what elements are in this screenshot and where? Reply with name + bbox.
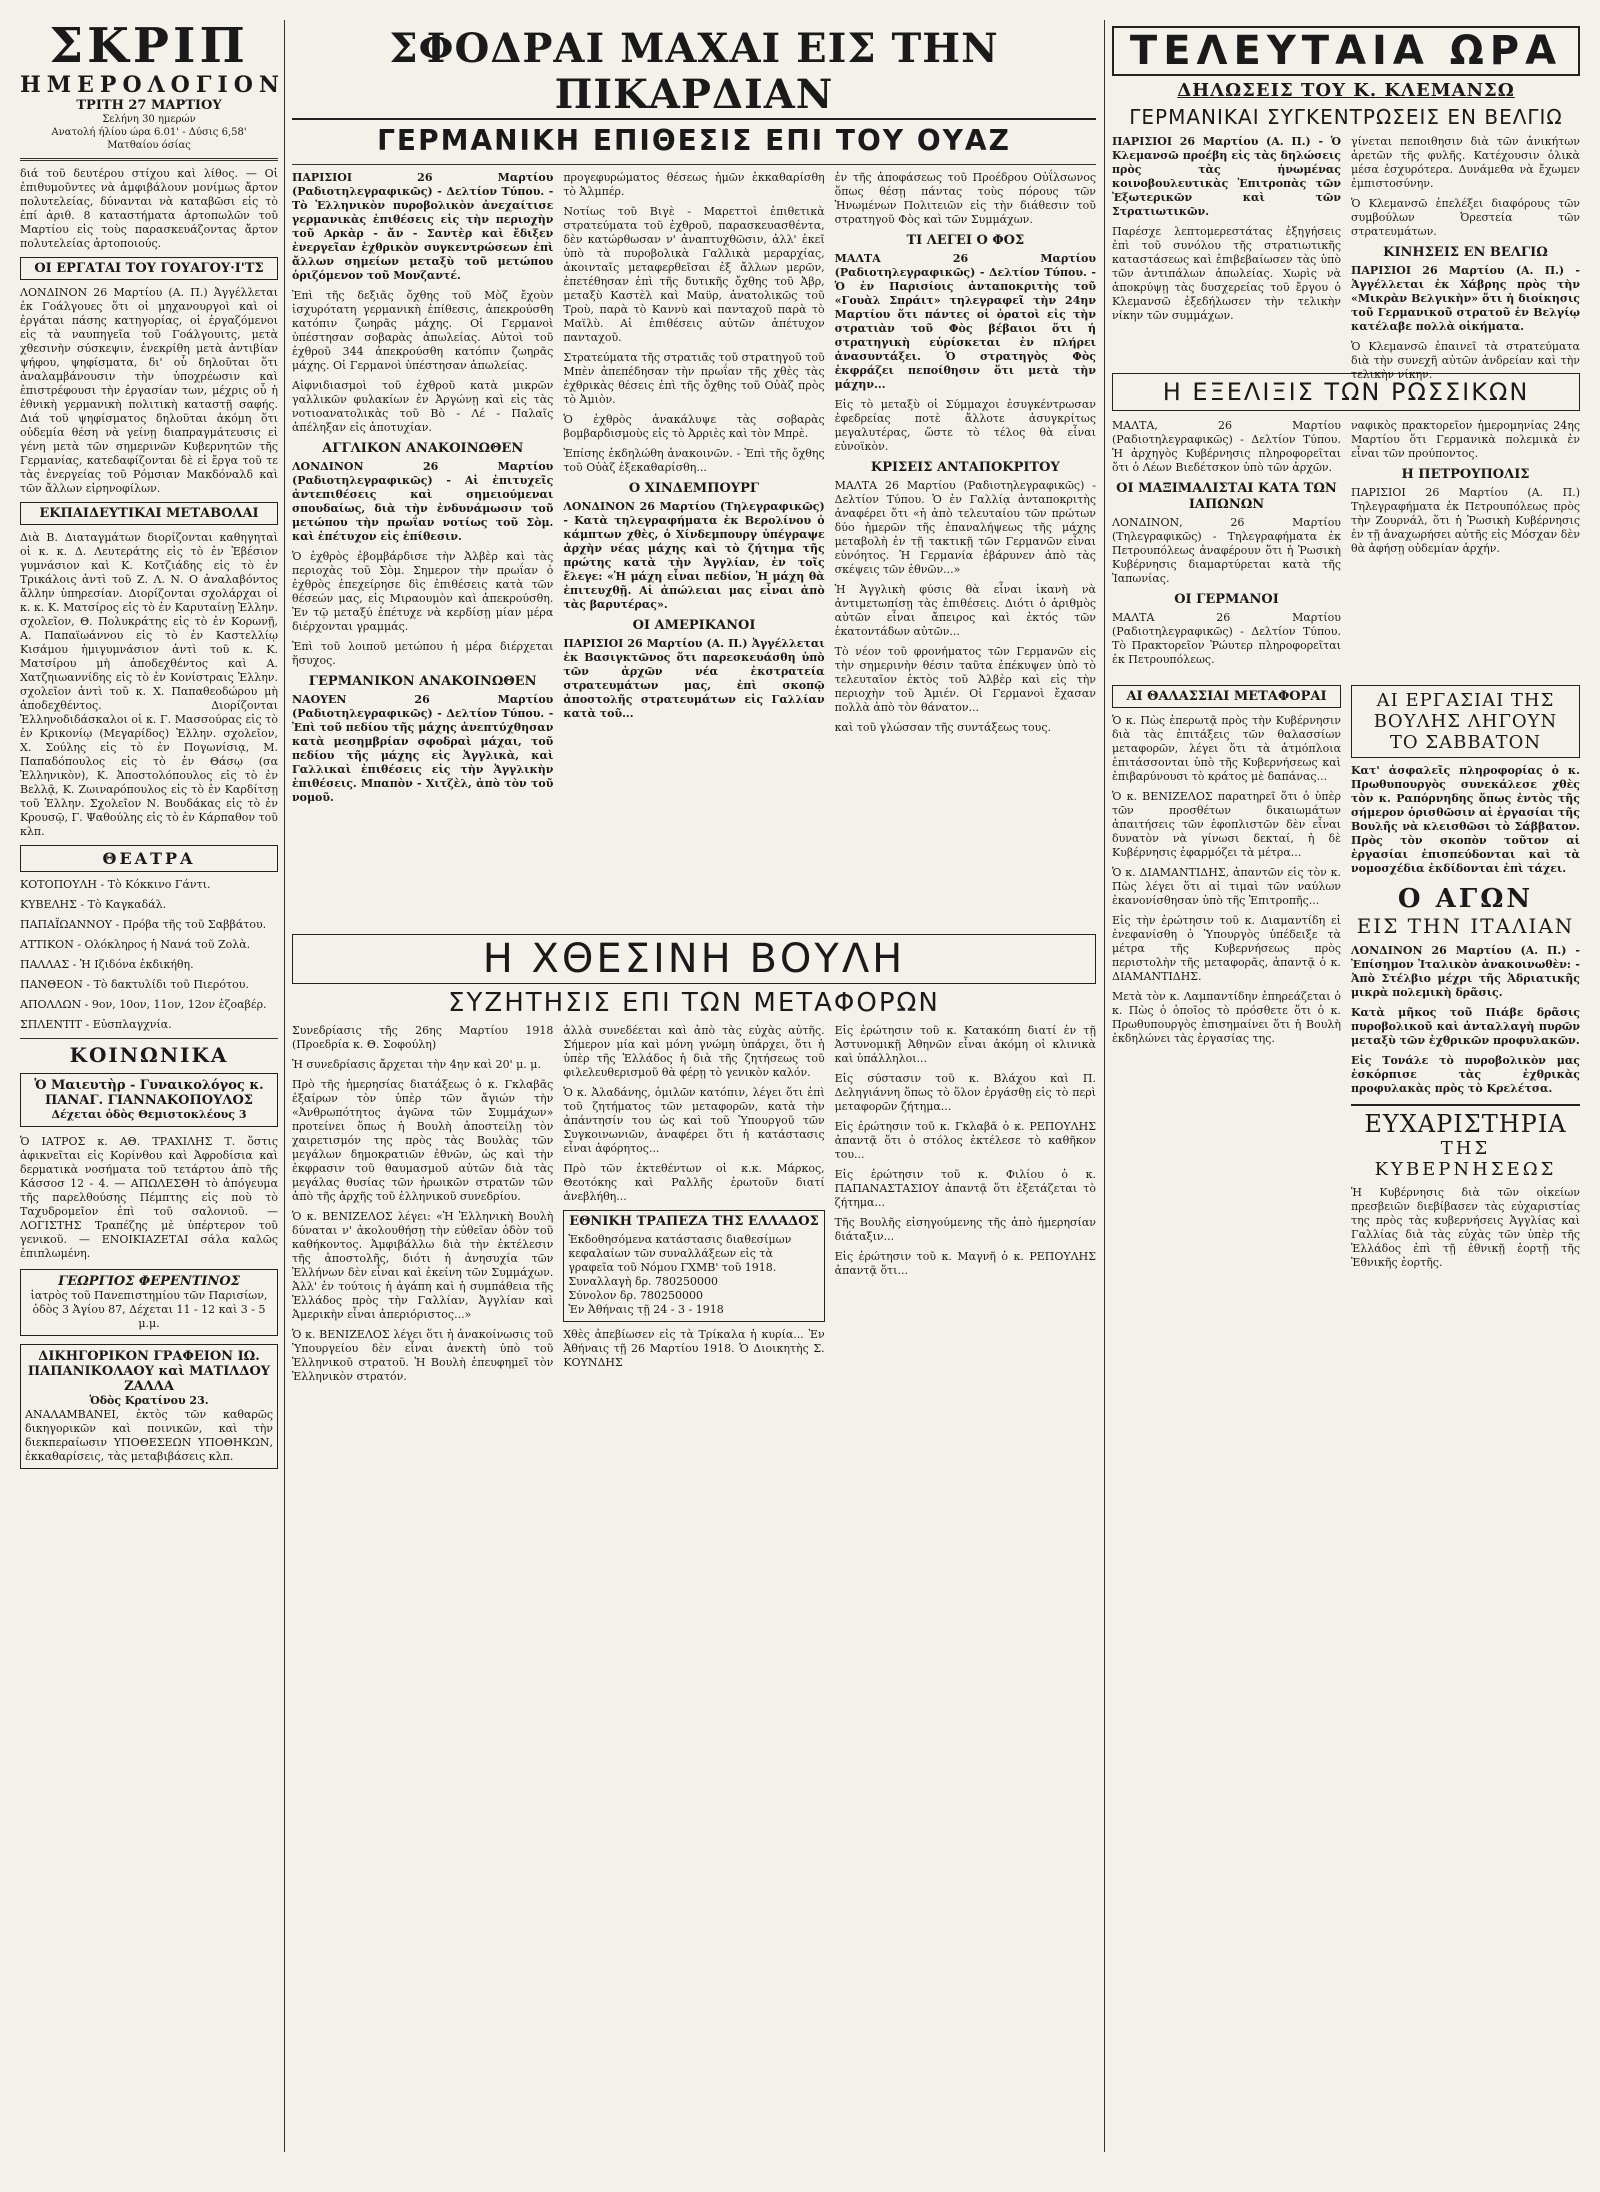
lead-paragraph: προγεφυρώματος θέσεως ἡμῶν ἐκκαθαρίσθη τὸ Ἁλμπέρ. [563, 171, 825, 198]
lower-right-column-a [1112, 679, 1341, 1969]
doctor-details: ἰατρὸς τοῦ Πανεπιστημίου τῶν Παρισίων, ὁδὸς 3 Ἀγίου 87, Δέχεται 11 - 12 καὶ 3 - 5 μ.μ. [30, 1289, 268, 1330]
moon-phase: Σελήνη 30 ημερών [102, 114, 196, 125]
parliament-paragraph: Εἰς σύστασιν τοῦ κ. Βλάχου καὶ Π. Δεληγιάννη ὅπως τὸ ὅλον ἐργάσθῃ εἰς τὸ περὶ μεταφορῶν ζήτημα... [834, 1072, 1096, 1113]
lead-column-b [563, 171, 824, 926]
latest-hour-headline: ΤΕΛΕΥΤΑΙΑ ΩΡΑ [1112, 26, 1580, 76]
latest-column-a [1112, 135, 1341, 365]
law-office-title: ΔΙΚΗΓΟΡΙΚΟΝ ΓΡΑΦΕΙΟΝ ΙΩ. ΠΑΠΑΝΙΚΟΛΑΟΥ καὶ ΜΑΤΙΛΔΟΥ ΖΑΛΛΑ [27, 1349, 271, 1394]
lead-paragraph: ἐν τῆς ἀποφάσεως τοῦ Προέδρου Οὐΐλσωνος ὅπως θέσῃ πάντας τοὺς πόρους τῶν Ἡνωμένων Πολιτειῶν εἰς τὴν διάθεσιν τοῦ στρατηγοῦ Φὸς καὶ τῶν Συμμάχων. [834, 171, 1096, 226]
thanks-paragraph: Μετὰ τὸν κ. Λαμπαντίδην ἐπηρεάζεται ὁ κ. Πὼς ὁ ὁποῖος τὸ πρόσθετε ὅτι ὁ κ. Πρωθυπουργὸς ἐπισημαίνει ὅτι ἡ Βουλὴ ἐκδηλώνει τὰς ἐργασίας της. [1112, 990, 1341, 1045]
russian-paragraph: ΜΑΛΤΑ, 26 Μαρτίου (Ραδιοτηλεγραφικῶς) - Δελτίον Τύπου. Ἡ ἀρχηγὸς Κυβέρνησις πληροφορεῖται ὅτι ὁ Λέων Βιεδέτσκον ὑπὸ τῶν ἀρχῶν. [1112, 419, 1341, 474]
british-communique-heading: ΑΓΓΛΙΚΟΝ ΑΝΑΚΟΙΝΩΘΕΝ [322, 441, 524, 456]
lead-paragraph: Νοτίως τοῦ Βιγὲ - Μαρεττοὶ ἐπιθετικὰ στρατεύματα τοῦ ἐχθροῦ, παρασκευασθέντα, δὲν κατώρθωσαν ν' ἀναπτυχθῶσιν, ἀλλ' ἐκεῖ ὑπὸ τὰ πυροβολικὰ Γαλλικὰ μεραρχίας, ἀκοινταῖς μεταφερθεῖσαι ἐξ ἄλλων μερῶν, ἐπετέθησαν ἐπὶ τῆς δυτικῆς ὄχθης τοῦ Ἀβρ, μεταξὺ Καστὲλ καὶ Μαϋρ, ἀνατολικῶς τοῦ Τροὺ, παρὰ τὸ Καννὺ καὶ πανταχοῦ παρὰ τὸ Μαϊλὺ. Αἱ ἐπιθέσεις αὐτῶν ἀπέτυχον πανταχοῦ. [563, 205, 825, 344]
theatre-item: ΑΠΟΛΛΩΝ - 9ον, 10ον, 11ον, 12ον ἐζοαβέρ. [20, 998, 267, 1011]
lead-column-c [835, 171, 1096, 926]
petrograd-heading: Η ΠΕΤΡΟΥΠΟΛΙΣ [1401, 467, 1530, 482]
theatre-heading: ΘΕΑΤΡΑ [20, 845, 278, 872]
americans-heading: ΟΙ ΑΜΕΡΙΚΑΝΟΙ [632, 618, 756, 633]
law-office-address: Ὁδὸς Κρατίνου 23. [89, 1394, 209, 1407]
latest-paragraph: Ὁ Κλεμανσῶ ἐπαινεῖ τὰ στρατεύματα διὰ τὴν συνεχῆ αὐτῶν ἀνδρείαν καὶ τὴν τελικὴν νίκην. [1351, 340, 1580, 381]
thanks-paragraph: Ἡ Κυβέρνησις διὰ τῶν οἰκείων πρεσβειῶν διεβίβασεν τὰς εὐχαριστίας της πρὸς τὰς κυβερνήσεις Ἀγγλίας καὶ Γαλλίας διὰ τὰς εὐχὰς τῶν ὑπὲρ τῆς Ἑλλάδος ἐπὶ τῇ ἐθνικῇ ἑορτῇ τῆς Ἐθνικῆς ἑορτῆς. [1351, 1186, 1580, 1269]
divider [20, 1038, 278, 1039]
doctor-ad [20, 1269, 278, 1336]
lead-section [292, 20, 1096, 2152]
workers-heading: ΟΙ ΕΡΓΑΤΑΙ ΤΟΥ ΓΟΥΑΓΟΥ·Ι'ΤΣ [20, 257, 278, 280]
parliament-subheadline: ΣΥΖΗΤΗΣΙΣ ΕΠΙ ΤΩΝ ΜΕΤΑΦΟΡΩΝ [448, 988, 940, 1018]
social-heading: ΚΟΙΝΩΝΙΚΑ [69, 1043, 229, 1067]
bank-text: Ἐκδοθησόμενα κατάστασις διαθεσίμων κεφαλαίων τῶν συναλλάξεων εἰς τὰ γραφεῖα τοῦ Νόμου ΓΧΜΒ' τοῦ 1918. [568, 1233, 792, 1274]
lead-paragraph: Στρατεύματα τῆς στρατιᾶς τοῦ στρατηγοῦ τοῦ Μπὲν ἀπεπέδησαν τὴν πρωΐαν τῆς χθὲς τὰς ἐχθρικὰς θέσεις ἐπὶ τῆς ὄχθης τοῦ Οὐὰζ πρὸς τὸ Ἀμιὸν. [563, 351, 825, 406]
lead-paragraph: ΠΑΡΙΣΙΟΙ 26 Μαρτίου (Α. Π.) Ἀγγέλλεται ἐκ Βασιγκτῶνος ὅτι παρεσκευάσθη ὑπὸ τῶν ἀρχῶν νέα ἐκστρατεία στρατευμάτων μας, ἐπὶ σκοπῷ ἀποστολῆς στρατευμάτων εἰς Γαλλίαν κατὰ τοῦ... [563, 637, 825, 720]
calendar-title: ΗΜΕΡΟΛΟΓΙΟΝ [20, 72, 286, 98]
left-column [20, 18, 286, 2152]
sea-transport-paragraph: Ὁ κ. ΒΕΝΙΖΕΛΟΣ παρατηρεῖ ὅτι ὁ ὑπὲρ τῶν προσθέτων δικαιωμάτων ἀπαιτήσεις τῶν ἐφοπλιστῶν δὲν εἶναι δυνατὸν νὰ γίνωσι δεκταί, ἡ δὲ Κυβέρνησις ἐφαρμόζει τὰ μέτρα... [1112, 790, 1341, 859]
lead-subheadline: ΓΕΡΜΑΝΙΚΗ ΕΠΙΘΕΣΙΣ ΕΠΙ ΤΟΥ ΟΥΑΖ [292, 118, 1096, 158]
bank-line: Συναλλαγὴ δρ. 780250000 [568, 1275, 719, 1288]
clemenceau-subheadline: ΔΗΛΩΣΕΙΣ ΤΟΥ Κ. ΚΛΕΜΑΝΣΩ [1177, 80, 1515, 101]
lead-paragraph: Ἡ Ἀγγλικὴ φύσις θὰ εἶναι ἱκανὴ νὰ ἀντιμετωπίσῃ τὰς ἐπιθέσεις. Διότι ὁ ἀριθμὸς αὐτῶν εἶναι ἄπειρος καὶ ἐκτός τῶν ἑκατοντάδων αὐτῶν... [834, 583, 1096, 638]
bank-title: ΕΘΝΙΚΗ ΤΡΑΠΕΖΑ ΤΗΣ ΕΛΛΑΔΟΣ [569, 1214, 819, 1229]
german-communique-heading: ΓΕΡΜΑΝΙΚΟΝ ΑΝΑΚΟΙΝΩΘΕΝ [308, 674, 537, 689]
struggle-paragraph: Εἰς Τονάλε τὸ πυροβολικὸν μας ἐσκόρπισε τὰς ἐχθρικὰς προφυλακὰς πρὸς τὸ Κρελέτσα. [1351, 1054, 1580, 1095]
parliament-paragraph: Πρὸ τῶν ἐκτεθέντων οἱ κ.κ. Μάρκος, Θεοτόκης καὶ Ραλλῆς ἐρωτοῦν διατί ἀνεβλήθη... [563, 1162, 825, 1203]
bank-line: Ἐν Ἀθήναις τῇ 24 - 3 - 1918 [568, 1303, 724, 1316]
parliament-closing-heading: ΑΙ ΕΡΓΑΣΙΑΙ ΤΗΣ ΒΟΥΛΗΣ ΛΗΓΟΥΝ ΤΟ ΣΑΒΒΑΤΟΝ [1351, 685, 1580, 758]
sea-transport-paragraph: Ὁ κ. Πὼς ἐπερωτᾷ πρὸς τὴν Κυβέρνησιν διὰ τὰς ἐπιτάξεις τῶν θαλασσίων μεταφορῶν, λέγει ὅτι τὰ ἀτμόπλοια ἐπιτάσσονται ὑπὸ τῆς Κυβερνήσεως καὶ ἐπιβαρύνουσι τὸ κράτος μὲ δαπάνας... [1112, 714, 1341, 783]
theatre-item: ΣΠΛΕΝΤΙΤ - Εὐσπλαγχνία. [20, 1018, 172, 1031]
theatre-list [20, 878, 278, 1032]
parliament-paragraph: Εἰς ἐρώτησιν τοῦ κ. Φιλίου ὁ κ. ΠΑΠΑΝΑΣΤΑΣΙΟΥ ἀπαντᾷ ὅτι ἐξετάζεται τὸ ζήτημα... [834, 1168, 1096, 1209]
lead-column-a [292, 171, 553, 926]
lead-paragraph: καὶ τοῦ γλώσσαν τῆς συντάξεως τους. [834, 721, 1051, 734]
parliament-paragraph: Εἰς ἐρώτησιν τοῦ κ. Μαγνῆ ὁ κ. ΡΕΠΟΥΛΗΣ ἀπαντᾷ ὅτι... [834, 1250, 1096, 1277]
parliament-paragraph: Ἡ συνεδρίασις ἄρχεται τὴν 4ην καὶ 20' μ. μ. [292, 1058, 541, 1071]
struggle-paragraph: ΛΟΝΔΙΝΟΝ 26 Μαρτίου (Α. Π.) - Ἐπίσημον Ἰταλικὸν ἀνακοινωθὲν: - Ἀπὸ Στέλβιο μέχρι τῆς Ἀδριατικῆς μικρὰ πολεμικὴ δρᾶσις. [1351, 944, 1580, 999]
theatre-item: ΠΑΝΘΕΟΝ - Τὸ δακτυλίδι τοῦ Πιερότου. [20, 978, 249, 991]
struggle-paragraph: Κατὰ μῆκος τοῦ Πιάβε δρᾶσις πυροβολικοῦ καὶ ἀνταλλαγὴ πυρῶν μεταξὺ τῶν ἐχθρικῶν προφυλακῶν. [1351, 1006, 1580, 1047]
thanks-subheadline: ΤΗΣ ΚΥΒΕΡΝΗΣΕΩΣ [1374, 1138, 1557, 1180]
parliament-closing-text: Κατ' ἀσφαλεῖς πληροφορίας ὁ κ. Πρωθυπουργὸς συνεκάλεσε χθὲς τὸν κ. Ραπόρνηδης ὅπως ἐντὸς τῆς σήμερον ὁρισθῶσιν αἱ ἐργασίαι τῆς Βουλῆς νὰ κλεισθῶσι τὸ Σάββατον. Πρὸς τὸν σκοπὸν τοῦτον αἱ ἐργασίαι ἐπισπεύδονται καὶ τὰ νομοσχέδια ἐκδίδονται ἐπὶ τάχει. [1351, 764, 1580, 875]
divider [20, 158, 278, 161]
parliament-headline: Η ΧΘΕΣΙΝΗ ΒΟΥΛΗ [292, 934, 1096, 984]
lead-columns [292, 171, 1096, 926]
belgium-subheadline: ΓΕΡΜΑΝΙΚΑΙ ΣΥΓΚΕΝΤΡΩΣΕΙΣ ΕΝ ΒΕΛΓΙΩ [1129, 105, 1563, 129]
lead-paragraph: Ἐπὶ τοῦ λοιποῦ μετώπου ἡ μέρα διέρχεται ἥσυχος. [292, 640, 554, 667]
gynecologist-ad [20, 1073, 278, 1127]
parliament-column-b [563, 1024, 824, 2184]
thanks-paragraph: Εἰς τὴν ἐρώτησιν τοῦ κ. Διαμαντίδη εἰ ἐνεφανίσθη ὁ Ὑπουργὸς ὑπέδειξε τὰ μέτρα τῆς Κυβερνήσεως πρὸς περιστολὴν τῆς μεταφορᾶς, ἀπαντᾷ ὁ κ. ΔΙΑΜΑΝΤΙΔΗΣ. [1112, 914, 1341, 983]
struggle-headline: Ο ΑΓΩΝ [1397, 884, 1534, 914]
national-bank-notice [563, 1210, 824, 1322]
social-notices: Ὁ ΙΑΤΡΟΣ κ. ΑΘ. ΤΡΑΧΙΛΗΣ Τ. ὅστις ἀφικνεῖται εἰς Κορίνθου καὶ Ἀφροδίσια καὶ δερματικὰ νοσήματα τοῦ τετάρτου ἀπὸ τῆς Κάσσοσ 12 - 4. — ΑΠΩΛΕΣΘΗ τὸ ἀπόγευμα τῆς παρελθούσης Πέμπτης εἰς ποὺ τὸ Ταχυδρομεῖον ἐπὶ τοῦ σαλονιοῦ. — ΛΟΓΙΣΤΗΣ Τραπέζης μὲ ὑπέρτερον τοῦ γενικοῦ. — ΕΝΟΙΚΙΑΖΕΤΑΙ σάλα καλῶς ἐπιπλωμένη. [20, 1135, 278, 1260]
law-office-text: ΑΝΑΛΑΜΒΑΝΕΙ, ἐκτὸς τῶν καθαρῶς δικηγορικῶν καὶ ποινικῶν, καὶ τὴν διεκπεραίωσιν ΥΠΟΘΕΣΕΩΝ ΥΠΟΘΗΚΩΝ, ἐκκαθαρίσεις, τὰς μεταβιβάσεις κλπ. [25, 1408, 273, 1463]
education-heading: ΕΚΠΑΙΔΕΥΤΙΚΑΙ ΜΕΤΑΒΟΛΑΙ [20, 502, 278, 525]
intro-notice: διά τοῦ δευτέρου στίχου καὶ λίθος. — Οἱ ἐπιθυμοῦντες νὰ ἀμφιβάλουν μονίμως ἄρτον πολυτελείας, δύνανται νὰ καταβῶσι εἰς τὸ ἐπί ἀριθ. 8 καταστήματα ἀρτοπωλῶν τοῦ Μαρτίου εἰς τοὺς παρασκευάζοντας ἄρτον πολυτελείας ἀρτοποιούς. [20, 167, 278, 250]
germans-heading: ΟΙ ΓΕΡΜΑΝΟΙ [1174, 592, 1279, 607]
lead-paragraph: Εἰς τὸ μεταξὺ οἱ Σύμμαχοι ἐσυγκέντρωσαν ἐφεδρείας ποτὲ ἄλλοτε ἀσυγκρίτως μεγαλυτέρας, ὥστε τὸ τέλος θὰ εἶναι εὐνοϊκὸν. [834, 398, 1096, 453]
parliament-column-c [835, 1024, 1096, 2184]
belgium-movements-heading: ΚΙΝΗΣΕΙΣ ΕΝ ΒΕΛΓΙΩ [1383, 245, 1548, 260]
parliament-paragraph: Πρὸ τῆς ἡμερησίας διατάξεως ὁ κ. Γκλαβᾶς ἐξαίρων τὸν ὑπὲρ τῶν ἄγιών τὴν «Ἀνθρωπότητος ἀγῶνα τῶν Συμμάχων» προτείνει ὅπως ἡ Βουλὴ ἀποστείλῃ τὸν χαιρετισμόν της πρὸς τὰς Βουλὰς τῶν μεγάλων δημοκρατιῶν ἐθνῶν, ὡς καὶ τὴν ἐκφρασιν τοῦ θαυμασμοῦ αὐτῶν διὰ τὰς μεγάλας θυσίας τῶν ἡρωικῶν στρατῶν τῶν ἀπὸ τῆς ἀρχῆς τοῦ ἑλληνικοῦ συνεδρίου. [292, 1078, 554, 1203]
theatre-item: ΚΥΒΕΛΗΣ - Τὸ Καγκαδάλ. [20, 898, 167, 911]
lead-paragraph: Αἰφνιδιασμοὶ τοῦ ἐχθροῦ κατὰ μικρῶν γαλλικῶν φυλακίων ἐν Ἀργώνῃ καὶ εἰς τὰς νοτιοανατολικὰς τοῦ Βὸ - Λέ - Παλαῖς ἀπέληξαν εἰς ἀποτυχίαν. [292, 379, 554, 434]
parliament-paragraph: Εἰς ἐρώτησιν τοῦ κ. Γκλαβᾶ ὁ κ. ΡΕΠΟΥΛΗΣ ἀπαντᾷ ὅτι ὁ στόλος ἐκτέλεσε τὸ καθῆκον του... [834, 1120, 1096, 1161]
lead-paragraph: Ἐπίσης ἐκδηλώθη ἀνακοινῶν. - Ἐπὶ τῆς ὄχθης τοῦ Οὐὰζ ἐξεκαθαρίσθη... [563, 447, 825, 474]
lead-paragraph: ΝΑΟΥΕΝ 26 Μαρτίου (Ραδιοτηλεγραφικῶς) - Δελτίον Τύπου. - Ἐπὶ τοῦ πεδίου τῆς μάχης ἀνεπτύχθησαν κατὰ μεσημβρίαν σφοδραὶ μάχαι, τοῦ πεδίου τῆς μάχης εἰς Ἀγγλικὰ, καὶ Γαλλικαὶ ἐπιθέσεις εἰς τὴν Ἀγγλικὴν ἐπιθέσεις. Μπαπὸν - Χιτζὲλ, ἀπὸ τὸν τοῦ νομοῦ. [292, 693, 554, 804]
parliament-columns [292, 1024, 1096, 2184]
latest-hour-columns [1112, 135, 1580, 381]
lead-paragraph: ΜΑΛΤΑ 26 Μαρτίου (Ραδιοτηλεγραφικῶς) - Δελτίον Τύπου. - Ὁ ἐν Παρισίοις ἀνταποκριτὴς τοῦ «Γουὰλ Σπράιτ» τηλεγραφεῖ τὴν 24ην Μαρτίου ὅτι πάντες οἱ ὀρατοὶ εἰς τὴν στρατιὰν τοῦ Φὸς βέβαιοι ὅτι ἡ στρατηγικὴ εὑρίσκεται ἐν πλήρει ἀνασυντάξει. Ὁ στρατηγὸς Φὸς ἐκφράζει πεποίθησιν ὅτι μετὰ τὴν μάχην... [834, 252, 1096, 391]
issue-date: ΤΡΙΤΗ 27 ΜΑΡΤΙΟΥ [76, 98, 222, 113]
foch-heading: ΤΙ ΛΕΓΕΙ Ο ΦΟΣ [906, 233, 1025, 248]
struggle-subheadline: ΕΙΣ ΤΗΝ ΙΤΑΛΙΑΝ [1356, 914, 1575, 938]
workers-article: ΛΟΝΔΙΝΟΝ 26 Μαρτίου (Α. Π.) Ἀγγέλλεται ἐκ Γοάλγουες ὅτι οἱ μηχανουργοὶ καὶ οἱ ἐργάται πάσης κατηγορίας, οἱ ἐργαζόμενοι εἰς τὰ ναυπηγεῖα τοῦ Γοάλγουιτς, μετὰ χθεσινὴν σύσκεψιν, ἐνεκρίθη μετὰ ἀντιβίαν ψήφου, ψηφίσματα, δι' οὗ δηλοῦται ὅτι ἀναλαμβάνουσιν τὴν ὑποχρέωσιν καὶ ἐπιστρέφουσι τὴν ἐργασίαν των, μέχρις οὗ ἡ ἐθνικὴ γερμανικὴ πολιτικὴ καταστῇ σαφής. Διά τοῦ ψηφίσματος δηλοῦται ἀκόμη ὅτι οὐδεμία θέση νὰ γείνῃ διαπραγμάτευσις εἰ γένη μετὰ τῶν σημερινῶν Κυβερνητῶν τῆς Γερμανίας, κατεδαφίζονται δὲ εἰ ἔργα τοῦ τε τὰς ἐνεργείας τοῦ Ρόμσιαν Μακδόναλδ καὶ τῶν ἄλλων εἰρηνοφίλων. [20, 286, 278, 495]
hindenburg-heading: Ο ΧΙΝΔΕΜΠΟΥΡΓ [628, 481, 760, 496]
latest-paragraph: Παρέσχε λεπτομερεστάτας ἐξηγήσεις ἐπὶ τοῦ συνόλου τῆς στρατιωτικῆς καταστάσεως καὶ ἐπιβεβαίωσεν τὰς ὑπὸ τῶν ἀντιπάλων ἀπωλείας. Χωρὶς νὰ ἀποκρύψῃ τὰς δυσχερείας τοῦ ἔργου ὁ Κλεμανσῶ ἐξεδήλωσεν τὴν τελικὴν νίκην τῶν συμμάχων. [1112, 225, 1341, 322]
parliament-paragraph: Ὁ κ. ΒΕΝΙΖΕΛΟΣ λέγει: «Ἡ Ἑλληνικὴ Βουλὴ δύναται ν' ἀκολουθήσῃ τὴν εὐθεῖαν ὁδὸν τοῦ καθήκοντος. Ἀμφιβάλλω διὰ τὴν ἐκτέλεσιν τῆς ἀποστολῆς, διότι ἡ ἀνησυχία τῶν Ἑλλήνων δὲν εἶναι καὶ ἐκείνη τῶν Συμμάχων. Ἀλλ' ἐν τούτοις ἡ ἀγάπη καὶ ἡ συμπάθεια τῆς Ἑλλάδος πρὸς τὴν Γαλλίαν, Ἀγγλίαν καὶ Ἀμερικὴν εἶναι ἀπεριόριστος...» [292, 1210, 554, 1321]
doctor-name: ΓΕΩΡΓΙΟΣ ΦΕΡΕΝΤΙΝΟΣ [58, 1274, 240, 1289]
lead-paragraph: Ἐπὶ τῆς δεξιᾶς ὄχθης τοῦ Μὸζ ἔχοὺν ἰσχυρότατη γερμανικὴ ἐπίθεσις, ἀπεκρούσθη κατόπιν ζωηρᾶς μάχης. Οἱ Γερμανοὶ ὑπέστησαν σοβαρὰς ἀπωλείας. Αὐτοὶ τοῦ ἐχθροῦ 344 ἀπεκρούσθη κατόπιν ζωηρᾶς μάχης. Οἱ Γερμανοὶ ὑπέστησαν ἀπωλείας. [292, 289, 554, 372]
sun-times: Ανατολή ήλίου ώρα 6.01' - Δύσις 6,58' [51, 127, 247, 138]
russian-paragraph: ΛΟΝΔΙΝΟΝ, 26 Μαρτίου (Τηλεγραφικῶς) - Τηλεγραφήματα ἐκ Πετρουπόλεως ἀναφέρουν ὅτι ἡ Ῥωσικὴ Κυβέρνησις διαμαρτύρεται κατὰ τῆς Ἰαπωνίας. [1112, 516, 1341, 585]
lower-right-columns [1112, 679, 1580, 1969]
parliament-column-a [292, 1024, 553, 2184]
latest-paragraph: ΠΑΡΙΣΙΟΙ 26 Μαρτίου (Α. Π.) - Ὁ Κλεμανσῶ προέβη εἰς τὰς δηλώσεις πρὸς τὰς ἡνωμένας κοινοβουλευτικὰς Ἐπιτροπὰς τῶν Ἐξωτερικῶν καὶ τῶν Στρατιωτικῶν. [1112, 135, 1341, 218]
parliament-paragraph: Τῆς Βουλῆς εἰσηγούμενης τῆς ἀπὸ ἡμερησίαν διάταξιν... [834, 1216, 1096, 1243]
sea-transport-paragraph: Ὁ κ. ΔΙΑΜΑΝΤΙΔΗΣ, ἀπαντῶν εἰς τὸν κ. Πὼς λέγει ὅτι αἱ τιμαὶ τῶν ναύλων ἐκανονίσθησαν ὑπὸ τῆς Ἐπιτροπῆς... [1112, 866, 1341, 907]
masthead: ΣΚΡΙΠ [49, 18, 249, 74]
theatre-item: ΑΤΤΙΚΟΝ - Ολόκληρος ἡ Νανά τοῦ Ζολὰ. [20, 938, 251, 951]
correspondent-heading: ΚΡΙΣΕΙΣ ΑΝΤΑΠΟΚΡΙΤΟΥ [870, 460, 1060, 475]
lead-paragraph: Ὁ ἐχθρὸς ἀνακάλυψε τὰς σοβαρὰς βομβαρδισμοὺς εἰς τὸ Ἀρριὲς καὶ τὸν Μπρὲ. [563, 413, 825, 440]
theatre-item: ΠΑΛΛΑΣ - Ἡ Ιζιδόνα ἐκδικήθη. [20, 958, 194, 971]
latest-paragraph: γίνεται πεποιθησιν διὰ τῶν ἀνικήτων ἀρετῶν τῆς φυλῆς. Κατέχουσιν ὁλικὰ μέσα ἐσχυρότερα. Δυνάμεθα νὰ ἔχωμεν ἐμπιστοσύνην. [1351, 135, 1580, 190]
lead-paragraph: Τὸ νέον τοῦ φρονήματος τῶν Γερμανῶν εἰς τὴν σημερινὴν θέσιν ταῦτα ἐπέκυψεν ὑπὸ τὸ τελευταῖον ἐκτὸς τοῦ Ἀλβὲρ καὶ εἰς τὴν περιοχὴν τοῦ Ἁμιέν. Οἱ Γερμανοὶ ἔχασαν πολλὰ ἀπὸ τὸν θάνατον... [834, 645, 1096, 714]
lead-paragraph: ΜΑΛΤΑ 26 Μαρτίου (Ραδιοτηλεγραφικῶς) - Δελτίον Τύπου. Ὁ ἐν Γαλλίᾳ ἀνταποκριτὴς ἀναφέρει ὅτι «ἡ ἀπὸ τελευταίου τῶν πρώτων δύο ἡμερῶν τῆς ἐπαναλήψεως τῆς μάχης μεταβολὴ ἐν τῇ τακτικῇ τῶν Γερμανῶν εἶναι εὐνόητος. Ἡ Γερμανία ἐβάρυνεν ἀπὸ τὰς σκέψεις τῶν ἐθνῶν...» [834, 479, 1096, 576]
theatre-item: ΚΟΤΟΠΟΥΛΗ - Τὸ Κόκκινο Γάντι. [20, 878, 211, 891]
parliament-paragraph: Εἰς ἐρώτησιν τοῦ κ. Κατακόπη διατί ἐν τῇ Ἀστυνομικῇ Ἀθηνῶν εἶναι ἀκόμη οἱ κλινικὰ καὶ ὑπάλληλοι... [834, 1024, 1096, 1065]
column-rule [284, 20, 285, 2152]
parliament-paragraph: Ὁ κ. ΒΕΝΙΖΕΛΟΣ λέγει ὅτι ἡ ἀνακοίνωσις τοῦ Ὑπουργείου δὲν εἶναι ἀνεκτὴ ὑπὸ τοῦ Ἑλληνικοῦ στρατοῦ. Ἡ Βουλὴ ἐπευφημεῖ τὸν Ἑλληνικὸν στρατόν. [292, 1328, 554, 1383]
divider [292, 164, 1096, 165]
parliament-paragraph: Ὁ κ. Ἀλαδάνης, ὁμιλῶν κατόπιν, λέγει ὅτι ἐπὶ τοῦ ζητήματος τῶν μεταφορῶν, κατὰ τὴν ἀπάντησίν του ὡς καὶ τοῦ Ὑπουργοῦ τῶν Συγκοινωνιῶν, ἀναφέρει ὅτι ἡ κατάστασις εἶναι ἀφόρητος... [563, 1086, 825, 1155]
russian-affairs-headline: Η ΕΞΕΛΙΞΙΣ ΤΩΝ ΡΩΣΣΙΚΩΝ [1112, 373, 1580, 411]
ad-title: Ὁ Μαιευτὴρ - Γυναικολόγος κ. ΠΑΝΑΓ. ΓΙΑΝΝΑΚΟΠΟΥΛΟΣ [34, 1078, 264, 1108]
latest-paragraph: ΠΑΡΙΣΙΟΙ 26 Μαρτίου (Α. Π.) - Ἀγγέλλεται ἐκ Χάβρης πρὸς τὴν «Μικρὰν Βελγικὴν» ὅτι ἡ διοίκησις τοῦ Γερμανικοῦ στρατοῦ ἐν Βελγίῳ κατέλαβε πολλὰ οἰκήματα. [1351, 264, 1580, 333]
law-office-ad [20, 1344, 278, 1469]
parliament-paragraph: Συνεδρίασις τῆς 26ης Μαρτίου 1918 (Προεδρία κ. Θ. Σοφούλη) [292, 1024, 554, 1051]
ad-address: Δέχεται ὁδὸς Θεμιστοκλέους 3 [51, 1108, 247, 1121]
thanks-headline: ΕΥΧΑΡΙΣΤΗΡΙΑ [1351, 1104, 1580, 1138]
russian-paragraph: ναφικὸς πρακτορεῖον ἡμερομηνίας 24ης Μαρτίου ὅτι Γερμανικὰ πολεμικὰ ἐν εἶναι τῶν προύποντος. [1351, 419, 1580, 460]
education-article: Διὰ Β. Διαταγμάτων διορίζονται καθηγηταὶ οἱ κ. κ. Δ. Λευτεράτης εἰς τὸ ἐν Ἐβέσιον γυμνάσιον καὶ Κ. Κοτζιάδης εἰς τὸ ἐν Τρικάλοις ἀντὶ τοῦ Ζ. Λ. Ν. Ο ἀναλαβόντος ἄλλην ὑπηρεσίαν. Διορίζονται σχολάρχαι οἱ κ. κ. Κ. Ματσίρος εἰς τὸ ἐν Καρυταίνῃ Ἑλλην. σχολεῖον, Θ. Πολυκράτης εἰς τὸ ἐν Κορωνῇ, Α. Παπαϊωάννου εἰς τὸ ἐν Καστελλίῳ Κισάμου ἡμιγυμνάσιον ἀντὶ τοῦ κ. Κ. Ματσίρου μὴ ἀποδεχθέντος καὶ Α. Χατζηιωαννίδης εἰς τὸ ἐν Κονίστραις Ἑλλην. σχολεῖον ἀντὶ τοῦ κ. Χ. Παπαθεοδώρου μὴ ἀποδεχθέντος. Διορίζονται Ἑλληνοδιδάσκαλοι οἱ κ. Γ. Μασσούρας εἰς τὸ ἐν Κρικονίῳ (Μεγαρίδος) Ἑλλην. σχολεῖον, Χ. Σούλης εἰς τὸ ἐν Πογωνίσιᾳ, Μ. Παπαδόπουλος εἰς τὸ ἐν Θάσῳ (σα Ἑλληνικὸν), Κ. Ἀποστολόπουλος εἰς τὸ ἐν Βελλᾷ, Κ. Ζωιναρόπουλος εἰς τὸ ἐν Καρδίτσῃ τοῦ Ἑλλην. Σχολεῖον Ν. Βουδάκας εἰς τὸ ἐν Κρουσῷ, Γ. Ψαθούλης εἰς τὸ ἐν Κάρπαθον τοῦ κλπ. [20, 531, 278, 838]
latest-column-b [1351, 135, 1580, 381]
lead-paragraph: ΠΑΡΙΣΙΟΙ 26 Μαρτίου (Ραδιοτηλεγραφικῶς) - Δελτίον Τύπου. - Τὸ Ἑλληνικὸν πυροβολικὸν ἀνεχαίτισε γερμανικὰς ἐπιθέσεις εἰς τὴν περιοχὴν τοῦ Αρκὰρ - ἄν - Σαντὲρ καὶ ἔδιξεν ἐνεργεῖαν ἐχθρικὸν συγκεντρώσεων ἐπὶ ἄλλων σημείων μεταξὺ τοῦ μετώπου ὁριζόμενον τοῦ Μονζαντέ. [292, 171, 554, 282]
bank-footer: Χθὲς ἀπεβίωσεν εἰς τὰ Τρίκαλα ἡ κυρία... Ἐν Ἀθήναις τῇ 26 Μαρτίου 1918. Ὁ Διοικητὴς Σ. ΚΟΥΝΔΗΣ [563, 1328, 825, 1369]
russian-paragraph: ΠΑΡΙΣΙΟΙ 26 Μαρτίου (Α. Π.) Τηλεγραφήματα ἐκ Πετρουπόλεως πρὸς τὴν Ζουρνάλ, ὅτι ἡ Ῥωσικὴ Κυβέρνησις ἐν τῇ ἀναχωρήσει αὐτῆς εἰς Μόσχαν δὲν θὰ ἀφήσῃ οὐδεμίαν ἀρχήν. [1351, 486, 1580, 555]
lead-paragraph: ΛΟΝΔΙΝΟΝ 26 Μαρτίου (Τηλεγραφικῶς) - Κατὰ τηλεγραφήματα ἐκ Βερολίνου ὁ κάμπτων χθὲς, ὁ Χίνδεμπουργ ὑπέγραψε ἀρχὴν νέας μάχης καὶ τὸ ζήτημα τῆς πρώτης κατὰ τὴν Ἀγγλίαν, ἐν τοῖς ἔλεγε: «Ἡ μάχη εἶναι πεδίον, Ἡ μάχη θὰ ἐπιτευχθῇ. Αἱ ἀπώλειαι μας εἶναι ἀπὸ τὰς βαρυτέρας». [563, 500, 825, 611]
column-rule [1104, 20, 1105, 2152]
latest-paragraph: Ὁ Κλεμανσῶ ἐπελέξει διαφόρους τῶν συμβούλων Ὀρεστεία τῶν στρατευμάτων. [1351, 197, 1580, 238]
lead-paragraph: Ὁ ἐχθρὸς ἐβομβάρδισε τὴν Ἀλβὲρ καὶ τὰς περιοχὰς τοῦ Σὸμ. Σημερον τὴν πρωΐαν ὁ ἐχθρὸς ἐπεχείρησε δὶς ἐπιθέσεις κατὰ τῶν θέσεών μας, εἰς Μιραουμὸν καὶ ἀπεκρούσθη. Ἐν τῷ μεταξύ ἐπέτυχε νὰ κερδίσῃ μίαν μέρα διέρχονται γραμμάς. [292, 550, 554, 633]
lead-paragraph: ΛΟΝΔΙΝΟΝ 26 Μαρτίου (Ραδιοτηλεγραφικῶς) - Αἱ ἐπιτυχεῖς ἀντεπιθέσεις καὶ σημειούμεναι σπουδαίως, διὰ τὴν ἐνδυνάμωσιν τοῦ μετώπου τὴν πρωΐαν νοτίως τοῦ Σὸμ. καὶ ἐπέτυχον εἰς ἐπίθεσιν. [292, 460, 554, 543]
parliament-paragraph: ἀλλὰ συνεδέεται καὶ ἀπὸ τὰς εὐχὰς αὐτῆς. Σήμερον μία καὶ μόνη γνώμη ὑπάρχει, ὅτι ἡ ὑπὲρ τῆς Ἑλλάδος ἡ διὰ τῆς ζητήσεως τοῦ φιλελευθερισμοῦ θὰ φέρῃ τὸ γενικὸν καλόν. [563, 1024, 825, 1079]
right-section [1112, 20, 1580, 2152]
russian-column-a [1112, 419, 1341, 679]
theatre-item: ΠΑΠΑΪΩΑΝΝΟΥ - Πρόβα τῆς τοῦ Σαββάτου. [20, 918, 267, 931]
russian-column-b [1351, 419, 1580, 679]
saint-of-day: Ματθαίου όσίας [107, 140, 191, 151]
sea-transport-heading: ΑΙ ΘΑΛΑΣΣΙΑΙ ΜΕΤΑΦΟΡΑΙ [1112, 685, 1341, 708]
maximalists-heading: ΟΙ ΜΑΞΙΜΑΛΙΣΤΑΙ ΚΑΤΑ ΤΩΝ ΙΑΠΩΝΩΝ [1116, 481, 1337, 512]
lead-headline: ΣΦΟΔΡΑΙ ΜΑΧΑΙ ΕΙΣ ΤΗΝ ΠΙΚΑΡΔΙΑΝ [389, 25, 999, 118]
bank-line: Σύνολον δρ. 780250000 [568, 1289, 703, 1302]
russian-columns [1112, 419, 1580, 679]
lower-right-column-b [1351, 679, 1580, 1969]
newspaper-page [20, 20, 1580, 2152]
russian-paragraph: ΜΑΛΤΑ 26 Μαρτίου (Ραδιοτηλεγραφικῶς) - Δελτίον Τύπου. Τὸ Πρακτορεῖον Ῥώυτερ πληροφορεῖται ἐκ Πετρουπόλεως. [1112, 611, 1341, 666]
